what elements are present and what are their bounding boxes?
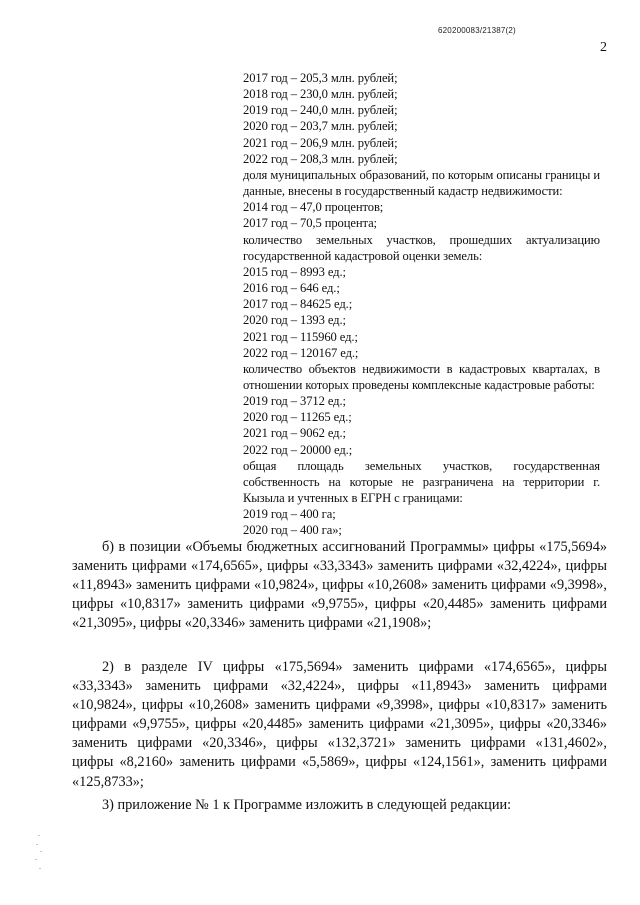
revenue-line: 2017 год – 205,3 млн. рублей; (243, 71, 398, 85)
paragraph-2-text: 2) в разделе IV цифры «175,5694» заменить цифрами «174,6565», цифры «33,3343» заменить цифрами «32,4224», цифры «11,8943» заменить цифрами «10,9824», цифры «10,2608» заменить цифрами «9,3998», цифры «10,8317» заменить цифрами «9,9755», цифры «20,4485» заменить цифрами «21,3095», цифры «20,3346» заменить цифрами «20,3346», цифры «132,3721» заменить цифрами «131,4602», цифры «8,2160» заменить цифрами «5,5869», цифры «124,1561», заменить цифрами «125,8733»; (72, 659, 607, 790)
objects-line: 2022 год – 20000 ед.; (243, 442, 353, 457)
plots-line: 2021 год – 115960 ед.; (243, 329, 358, 344)
objects-line: 2020 год – 11265 ед.; (243, 410, 352, 425)
plots-line: 2022 год – 120167 ед.; (243, 345, 359, 360)
objects-line: 2021 год – 9062 ед.; (243, 426, 346, 441)
plots-line: 2015 год – 8993 ед.; (243, 264, 346, 279)
revenue-line: 2019 год – 240,0 млн. рублей; (243, 103, 398, 118)
revenue-line: 2018 год – 230,0 млн. рублей; (243, 87, 398, 102)
share-line: 2017 год – 70,5 процента; (243, 216, 377, 231)
objects-line: 2019 год – 3712 ед.; (243, 394, 346, 409)
paragraph-3 (72, 796, 607, 815)
plots-line: 2016 год – 646 ед.; (243, 281, 340, 296)
paragraph-b-text: б) в позиции «Объемы бюджетных ассигнований Программы» цифры «175,5694» заменить цифрами «174,6565», цифры «33,3343» заменить цифрами «32,4224», цифры «11,8943» заменить цифрами «10,9824», цифры «10,2608» заменить цифрами «9,3998», цифры «10,8317» заменить цифрами «9,9755», цифры «20,4485» заменить цифрами «21,3095», цифры «20,3346» заменить цифрами «21,1908»; (72, 539, 607, 632)
indicators-block (243, 70, 600, 539)
revenue-line: 2021 год – 206,9 млн. рублей; (243, 135, 398, 150)
paragraph-3-text: 3) приложение № 1 к Программе изложить в следующей редакции: (102, 797, 512, 813)
plots-line: 2017 год – 84625 ед.; (243, 297, 353, 312)
paragraph-2 (72, 658, 607, 792)
scan-artifact (34, 835, 44, 875)
share-line: 2014 год – 47,0 процентов; (243, 200, 384, 215)
plots-line: 2020 год – 1393 ед.; (243, 313, 346, 328)
revenue-line: 2022 год – 208,3 млн. рублей; (243, 151, 398, 166)
area-heading: общая площадь земельных участков, государственная собственность на которые не разграничена на территории г. Кызыла и учтенных в ЕГРН с границами: (243, 458, 600, 506)
document-id: 620200083/21387(2) (438, 26, 516, 35)
paragraph-b (72, 538, 607, 633)
share-heading: доля муниципальных образований, по которым описаны границы и данные, внесены в государственный кадастр недвижимости: (243, 167, 600, 199)
area-line: 2020 год – 400 га»; (243, 523, 342, 538)
plots-heading: количество земельных участков, прошедших актуализацию государственной кадастровой оценки земель: (243, 232, 600, 263)
page-number: 2 (600, 40, 607, 55)
objects-heading: количество объектов недвижимости в кадастровых кварталах, в отношении которых проведены комплексные кадастровые работы: (243, 361, 600, 392)
area-line: 2019 год – 400 га; (243, 507, 336, 522)
revenue-line: 2020 год – 203,7 млн. рублей; (243, 119, 398, 134)
